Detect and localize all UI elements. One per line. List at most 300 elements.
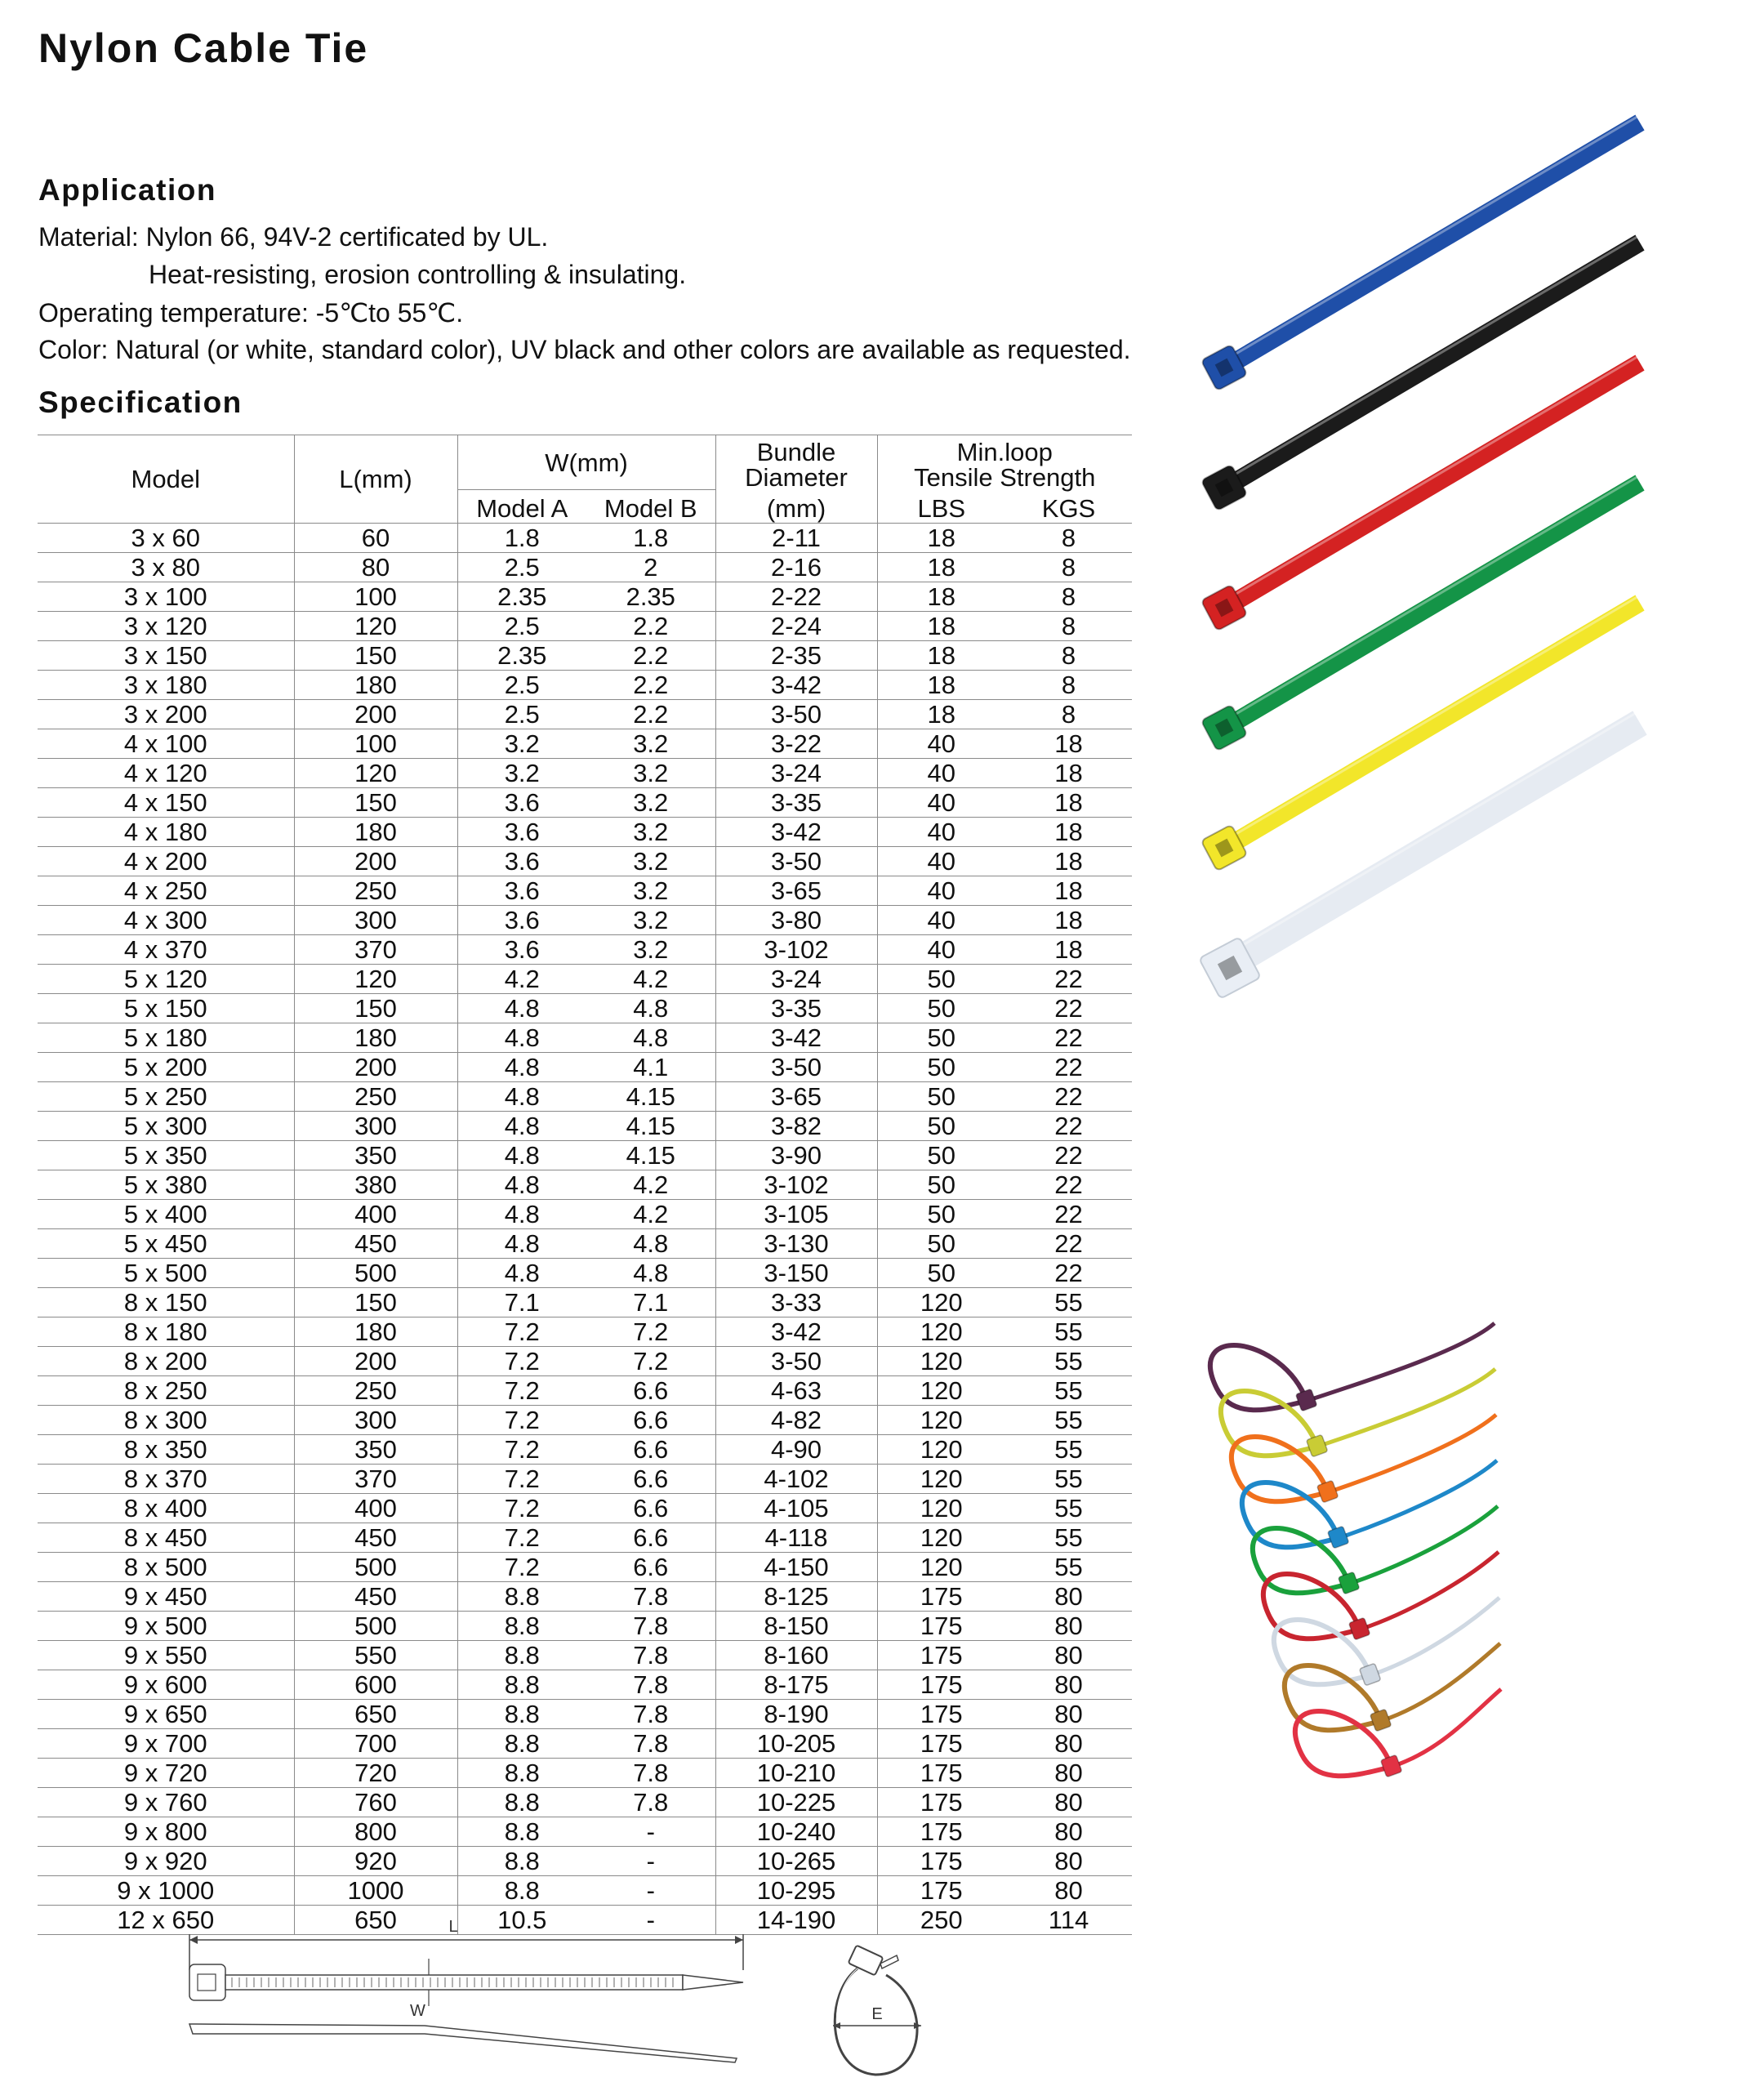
cell-lbs: 50 bbox=[877, 1170, 1005, 1200]
cell-width-b: 4.15 bbox=[586, 1082, 715, 1112]
cell-lbs: 40 bbox=[877, 818, 1005, 847]
cell-lbs: 50 bbox=[877, 1259, 1005, 1288]
cell-width-b: 2.2 bbox=[586, 700, 715, 729]
cell-length: 650 bbox=[294, 1700, 457, 1729]
cell-length: 200 bbox=[294, 1053, 457, 1082]
cell-lbs: 50 bbox=[877, 965, 1005, 994]
cell-kgs: 55 bbox=[1005, 1553, 1132, 1582]
cell-kgs: 80 bbox=[1005, 1670, 1132, 1700]
red-cable-tie bbox=[1201, 355, 1640, 631]
cell-kgs: 8 bbox=[1005, 700, 1132, 729]
cell-length: 1000 bbox=[294, 1876, 457, 1906]
cell-kgs: 80 bbox=[1005, 1817, 1132, 1847]
cell-bundle-diameter: 3-50 bbox=[715, 1053, 877, 1082]
header-bundle-diameter bbox=[715, 435, 877, 490]
cell-bundle-diameter: 3-105 bbox=[715, 1200, 877, 1229]
cell-kgs: 22 bbox=[1005, 1229, 1132, 1259]
cell-width-b: 4.2 bbox=[586, 1170, 715, 1200]
cell-lbs: 18 bbox=[877, 641, 1005, 671]
table-row bbox=[38, 1112, 1132, 1141]
cell-bundle-diameter: 8-175 bbox=[715, 1670, 877, 1700]
loop-diameter-label: E bbox=[871, 2005, 883, 2023]
cell-bundle-diameter: 3-65 bbox=[715, 876, 877, 906]
cell-model: 8 x 300 bbox=[38, 1406, 294, 1435]
cell-bundle-diameter: 2-16 bbox=[715, 553, 877, 582]
cell-bundle-diameter: 3-22 bbox=[715, 729, 877, 759]
cell-width-a: 4.8 bbox=[457, 1053, 586, 1082]
tie-dimension-diagram bbox=[180, 1919, 768, 2083]
cell-kgs: 80 bbox=[1005, 1876, 1132, 1906]
cell-lbs: 175 bbox=[877, 1759, 1005, 1788]
cell-width-a: 8.8 bbox=[457, 1582, 586, 1612]
cell-kgs: 80 bbox=[1005, 1700, 1132, 1729]
cell-length: 550 bbox=[294, 1641, 457, 1670]
cell-length: 100 bbox=[294, 729, 457, 759]
cell-width-b: - bbox=[586, 1817, 715, 1847]
cell-model: 8 x 200 bbox=[38, 1347, 294, 1376]
table-row bbox=[38, 1141, 1132, 1170]
cell-width-a: 8.8 bbox=[457, 1729, 586, 1759]
cell-bundle-diameter: 4-150 bbox=[715, 1553, 877, 1582]
cell-width-b: 4.8 bbox=[586, 1259, 715, 1288]
cell-length: 380 bbox=[294, 1170, 457, 1200]
cell-length: 300 bbox=[294, 1112, 457, 1141]
cell-lbs: 120 bbox=[877, 1435, 1005, 1465]
yellow-cable-tie bbox=[1201, 595, 1640, 871]
cell-model: 9 x 550 bbox=[38, 1641, 294, 1670]
cell-lbs: 18 bbox=[877, 700, 1005, 729]
cell-kgs: 8 bbox=[1005, 553, 1132, 582]
cell-kgs: 80 bbox=[1005, 1582, 1132, 1612]
cell-width-a: 7.1 bbox=[457, 1288, 586, 1317]
cell-lbs: 175 bbox=[877, 1876, 1005, 1906]
table-row bbox=[38, 1876, 1132, 1906]
cell-width-b: - bbox=[586, 1876, 715, 1906]
cell-kgs: 8 bbox=[1005, 641, 1132, 671]
cell-length: 60 bbox=[294, 524, 457, 553]
cell-bundle-diameter: 3-65 bbox=[715, 1082, 877, 1112]
cell-bundle-diameter: 10-295 bbox=[715, 1876, 877, 1906]
cell-model: 12 x 650 bbox=[38, 1906, 294, 1935]
cell-model: 4 x 300 bbox=[38, 906, 294, 935]
cell-bundle-diameter: 3-42 bbox=[715, 818, 877, 847]
cell-length: 250 bbox=[294, 876, 457, 906]
cell-width-b: 7.8 bbox=[586, 1729, 715, 1759]
cell-lbs: 40 bbox=[877, 935, 1005, 965]
cell-width-b: 3.2 bbox=[586, 759, 715, 788]
cell-bundle-diameter: 3-42 bbox=[715, 1023, 877, 1053]
cell-width-b: 4.8 bbox=[586, 1229, 715, 1259]
cell-width-a: 4.8 bbox=[457, 1259, 586, 1288]
cell-width-b: 4.15 bbox=[586, 1112, 715, 1141]
cell-kgs: 8 bbox=[1005, 582, 1132, 612]
cell-model: 3 x 150 bbox=[38, 641, 294, 671]
cell-kgs: 22 bbox=[1005, 1082, 1132, 1112]
cell-lbs: 120 bbox=[877, 1288, 1005, 1317]
cell-length: 120 bbox=[294, 965, 457, 994]
cell-bundle-diameter: 10-205 bbox=[715, 1729, 877, 1759]
cell-lbs: 18 bbox=[877, 612, 1005, 641]
cell-width-a: 2.5 bbox=[457, 700, 586, 729]
cell-kgs: 22 bbox=[1005, 994, 1132, 1023]
cell-width-b: 7.8 bbox=[586, 1700, 715, 1729]
cell-width-a: 4.2 bbox=[457, 965, 586, 994]
cell-model: 5 x 200 bbox=[38, 1053, 294, 1082]
cell-model: 9 x 500 bbox=[38, 1612, 294, 1641]
cell-width-b: 6.6 bbox=[586, 1494, 715, 1523]
cell-length: 180 bbox=[294, 1317, 457, 1347]
cell-width-b: 3.2 bbox=[586, 906, 715, 935]
cell-width-a: 8.8 bbox=[457, 1700, 586, 1729]
table-row bbox=[38, 1523, 1132, 1553]
cell-width-a: 4.8 bbox=[457, 1141, 586, 1170]
cell-bundle-diameter: 3-50 bbox=[715, 847, 877, 876]
cell-bundle-diameter: 3-80 bbox=[715, 906, 877, 935]
table-row bbox=[38, 1817, 1132, 1847]
cell-bundle-diameter: 3-35 bbox=[715, 994, 877, 1023]
cell-bundle-diameter: 10-210 bbox=[715, 1759, 877, 1788]
table-row bbox=[38, 1259, 1132, 1288]
cell-width-a: 3.6 bbox=[457, 876, 586, 906]
temperature-text: Operating temperature: -5℃to 55℃. bbox=[38, 298, 464, 328]
table-row bbox=[38, 906, 1132, 935]
cell-lbs: 175 bbox=[877, 1788, 1005, 1817]
table-row bbox=[38, 1317, 1132, 1347]
cell-width-b: 2.2 bbox=[586, 671, 715, 700]
cell-width-b: 4.1 bbox=[586, 1053, 715, 1082]
cell-bundle-diameter: 2-22 bbox=[715, 582, 877, 612]
cell-bundle-diameter: 3-50 bbox=[715, 1347, 877, 1376]
cell-length: 200 bbox=[294, 700, 457, 729]
cell-lbs: 175 bbox=[877, 1582, 1005, 1612]
cell-kgs: 18 bbox=[1005, 847, 1132, 876]
cell-width-b: 2.2 bbox=[586, 612, 715, 641]
cell-width-a: 2.5 bbox=[457, 553, 586, 582]
cell-length: 150 bbox=[294, 788, 457, 818]
cell-width-a: 8.8 bbox=[457, 1876, 586, 1906]
cell-kgs: 18 bbox=[1005, 818, 1132, 847]
loop-dimension-diagram bbox=[817, 1936, 939, 2091]
cell-width-a: 10.5 bbox=[457, 1906, 586, 1935]
cell-width-a: 7.2 bbox=[457, 1494, 586, 1523]
table-row bbox=[38, 671, 1132, 700]
cell-lbs: 120 bbox=[877, 1406, 1005, 1435]
cell-length: 920 bbox=[294, 1847, 457, 1876]
cell-lbs: 120 bbox=[877, 1523, 1005, 1553]
cell-kgs: 55 bbox=[1005, 1288, 1132, 1317]
cell-length: 180 bbox=[294, 1023, 457, 1053]
cell-length: 650 bbox=[294, 1906, 457, 1935]
cell-kgs: 8 bbox=[1005, 671, 1132, 700]
cell-lbs: 175 bbox=[877, 1847, 1005, 1876]
cell-width-a: 7.2 bbox=[457, 1347, 586, 1376]
cell-model: 8 x 150 bbox=[38, 1288, 294, 1317]
table-row bbox=[38, 1612, 1132, 1641]
cell-length: 500 bbox=[294, 1612, 457, 1641]
cell-kgs: 55 bbox=[1005, 1376, 1132, 1406]
cell-lbs: 120 bbox=[877, 1376, 1005, 1406]
cell-bundle-diameter: 4-63 bbox=[715, 1376, 877, 1406]
cell-lbs: 250 bbox=[877, 1906, 1005, 1935]
cell-width-a: 3.6 bbox=[457, 906, 586, 935]
cell-width-b: 3.2 bbox=[586, 876, 715, 906]
cell-model: 4 x 250 bbox=[38, 876, 294, 906]
cell-lbs: 175 bbox=[877, 1670, 1005, 1700]
cell-bundle-diameter: 3-150 bbox=[715, 1259, 877, 1288]
table-row bbox=[38, 612, 1132, 641]
cell-bundle-diameter: 8-125 bbox=[715, 1582, 877, 1612]
cell-width-b: 4.8 bbox=[586, 1023, 715, 1053]
cell-kgs: 18 bbox=[1005, 788, 1132, 818]
cell-model: 8 x 400 bbox=[38, 1494, 294, 1523]
cell-model: 3 x 120 bbox=[38, 612, 294, 641]
cell-lbs: 40 bbox=[877, 847, 1005, 876]
cell-model: 9 x 600 bbox=[38, 1670, 294, 1700]
cell-bundle-diameter: 3-102 bbox=[715, 1170, 877, 1200]
cell-model: 9 x 760 bbox=[38, 1788, 294, 1817]
cell-length: 350 bbox=[294, 1435, 457, 1465]
cell-lbs: 50 bbox=[877, 1229, 1005, 1259]
cell-kgs: 80 bbox=[1005, 1847, 1132, 1876]
cell-length: 300 bbox=[294, 906, 457, 935]
header-kgs: KGS bbox=[1041, 494, 1096, 523]
cell-lbs: 40 bbox=[877, 876, 1005, 906]
header-width: W(mm) bbox=[457, 435, 715, 490]
cell-width-a: 8.8 bbox=[457, 1817, 586, 1847]
cell-model: 8 x 500 bbox=[38, 1553, 294, 1582]
cell-lbs: 50 bbox=[877, 1082, 1005, 1112]
cell-kgs: 18 bbox=[1005, 876, 1132, 906]
cell-bundle-diameter: 3-90 bbox=[715, 1141, 877, 1170]
page-title: Nylon Cable Tie bbox=[38, 25, 369, 71]
cell-width-b: 6.6 bbox=[586, 1553, 715, 1582]
cell-kgs: 18 bbox=[1005, 759, 1132, 788]
cell-width-b: 4.8 bbox=[586, 994, 715, 1023]
header-model-a: Model A bbox=[457, 490, 586, 524]
cell-lbs: 18 bbox=[877, 524, 1005, 553]
table-row bbox=[38, 553, 1132, 582]
cell-bundle-diameter: 4-102 bbox=[715, 1465, 877, 1494]
cell-width-a: 2.35 bbox=[457, 641, 586, 671]
cell-width-a: 7.2 bbox=[457, 1317, 586, 1347]
cell-bundle-diameter: 4-105 bbox=[715, 1494, 877, 1523]
cell-lbs: 18 bbox=[877, 553, 1005, 582]
table-row bbox=[38, 818, 1132, 847]
cell-lbs: 18 bbox=[877, 582, 1005, 612]
cell-width-a: 4.8 bbox=[457, 1023, 586, 1053]
cell-bundle-diameter: 3-50 bbox=[715, 700, 877, 729]
white-cable-tie bbox=[1199, 711, 1640, 999]
header-model-b: Model B bbox=[604, 494, 697, 523]
cell-bundle-diameter: 2-24 bbox=[715, 612, 877, 641]
cell-width-b: 2.2 bbox=[586, 641, 715, 671]
specification-heading: Specification bbox=[38, 386, 243, 419]
cell-kgs: 80 bbox=[1005, 1788, 1132, 1817]
cell-bundle-diameter: 3-35 bbox=[715, 788, 877, 818]
cell-length: 500 bbox=[294, 1553, 457, 1582]
cell-kgs: 55 bbox=[1005, 1465, 1132, 1494]
cell-length: 450 bbox=[294, 1229, 457, 1259]
table-row bbox=[38, 1700, 1132, 1729]
cell-bundle-diameter: 3-42 bbox=[715, 1317, 877, 1347]
cell-width-b: 3.2 bbox=[586, 729, 715, 759]
cell-lbs: 40 bbox=[877, 906, 1005, 935]
header-model: Model bbox=[38, 435, 294, 524]
header-bundle-unit: (mm) bbox=[715, 490, 877, 524]
cell-model: 4 x 150 bbox=[38, 788, 294, 818]
header-bundle-line2: Diameter bbox=[745, 462, 848, 492]
cell-width-a: 4.8 bbox=[457, 1082, 586, 1112]
table-row bbox=[38, 1347, 1132, 1376]
cell-model: 5 x 500 bbox=[38, 1259, 294, 1288]
header-tensile-strength bbox=[877, 435, 1132, 490]
table-row bbox=[38, 1847, 1132, 1876]
cell-width-a: 4.8 bbox=[457, 1112, 586, 1141]
cell-bundle-diameter: 4-118 bbox=[715, 1523, 877, 1553]
table-row bbox=[38, 700, 1132, 729]
cell-kgs: 18 bbox=[1005, 906, 1132, 935]
color-text: Color: Natural (or white, standard color), UV black and other colors are available as requested. bbox=[38, 335, 1131, 364]
cell-length: 120 bbox=[294, 759, 457, 788]
cell-width-a: 8.8 bbox=[457, 1670, 586, 1700]
cell-bundle-diameter: 4-90 bbox=[715, 1435, 877, 1465]
cell-model: 9 x 450 bbox=[38, 1582, 294, 1612]
cell-model: 4 x 120 bbox=[38, 759, 294, 788]
cell-width-b: 6.6 bbox=[586, 1406, 715, 1435]
cell-width-a: 3.6 bbox=[457, 847, 586, 876]
application-heading: Application bbox=[38, 173, 216, 207]
cell-bundle-diameter: 8-190 bbox=[715, 1700, 877, 1729]
cell-length: 300 bbox=[294, 1406, 457, 1435]
cell-width-b: 4.2 bbox=[586, 1200, 715, 1229]
tie-tail bbox=[683, 1975, 743, 1990]
cell-kgs: 80 bbox=[1005, 1641, 1132, 1670]
table-row bbox=[38, 1553, 1132, 1582]
header-tensile-line2: Tensile Strength bbox=[914, 462, 1096, 492]
cell-length: 700 bbox=[294, 1729, 457, 1759]
table-row bbox=[38, 729, 1132, 759]
cell-kgs: 18 bbox=[1005, 729, 1132, 759]
cell-width-b: 6.6 bbox=[586, 1376, 715, 1406]
width-label: W bbox=[410, 2002, 425, 2020]
cell-width-a: 3.6 bbox=[457, 788, 586, 818]
blue-cable-tie bbox=[1201, 115, 1640, 390]
cell-width-b: 3.2 bbox=[586, 788, 715, 818]
cell-model: 4 x 180 bbox=[38, 818, 294, 847]
table-row bbox=[38, 582, 1132, 612]
cell-length: 370 bbox=[294, 1465, 457, 1494]
cell-lbs: 175 bbox=[877, 1700, 1005, 1729]
cell-model: 3 x 180 bbox=[38, 671, 294, 700]
cell-width-b: 1.8 bbox=[586, 524, 715, 553]
cell-width-a: 8.8 bbox=[457, 1847, 586, 1876]
cell-model: 8 x 250 bbox=[38, 1376, 294, 1406]
cell-width-a: 3.2 bbox=[457, 729, 586, 759]
cell-bundle-diameter: 4-82 bbox=[715, 1406, 877, 1435]
cell-kgs: 80 bbox=[1005, 1759, 1132, 1788]
cell-width-b: 3.2 bbox=[586, 847, 715, 876]
cell-length: 720 bbox=[294, 1759, 457, 1788]
cell-kgs: 55 bbox=[1005, 1523, 1132, 1553]
looped-cable-tie bbox=[1210, 1323, 1494, 1411]
black-cable-tie bbox=[1201, 235, 1640, 510]
cell-length: 180 bbox=[294, 818, 457, 847]
cell-kgs: 8 bbox=[1005, 524, 1132, 553]
table-row bbox=[38, 1729, 1132, 1759]
cell-kgs: 8 bbox=[1005, 612, 1132, 641]
cell-kgs: 22 bbox=[1005, 1112, 1132, 1141]
cell-kgs: 114 bbox=[1005, 1906, 1132, 1935]
table-row bbox=[38, 788, 1132, 818]
cell-model: 5 x 300 bbox=[38, 1112, 294, 1141]
cell-length: 500 bbox=[294, 1259, 457, 1288]
cell-kgs: 80 bbox=[1005, 1612, 1132, 1641]
cell-model: 5 x 450 bbox=[38, 1229, 294, 1259]
cell-bundle-diameter: 3-130 bbox=[715, 1229, 877, 1259]
cell-model: 3 x 80 bbox=[38, 553, 294, 582]
cell-bundle-diameter: 3-42 bbox=[715, 671, 877, 700]
table-row bbox=[38, 1023, 1132, 1053]
cell-kgs: 22 bbox=[1005, 1023, 1132, 1053]
cell-width-b: 7.8 bbox=[586, 1670, 715, 1700]
cell-model: 5 x 180 bbox=[38, 1023, 294, 1053]
cell-bundle-diameter: 3-33 bbox=[715, 1288, 877, 1317]
cell-length: 80 bbox=[294, 553, 457, 582]
cell-width-b: 7.8 bbox=[586, 1759, 715, 1788]
cell-width-a: 1.8 bbox=[457, 524, 586, 553]
cell-model: 8 x 370 bbox=[38, 1465, 294, 1494]
table-row bbox=[38, 965, 1132, 994]
cell-bundle-diameter: 2-35 bbox=[715, 641, 877, 671]
cell-kgs: 55 bbox=[1005, 1435, 1132, 1465]
length-label: L bbox=[448, 1919, 458, 1936]
cell-length: 450 bbox=[294, 1582, 457, 1612]
cell-kgs: 18 bbox=[1005, 935, 1132, 965]
cell-length: 450 bbox=[294, 1523, 457, 1553]
tie-side-profile bbox=[189, 2024, 737, 2062]
cell-width-a: 4.8 bbox=[457, 1229, 586, 1259]
cell-model: 8 x 350 bbox=[38, 1435, 294, 1465]
cell-lbs: 50 bbox=[877, 1023, 1005, 1053]
cell-model: 9 x 650 bbox=[38, 1700, 294, 1729]
cell-width-a: 3.6 bbox=[457, 935, 586, 965]
cell-width-a: 4.8 bbox=[457, 1170, 586, 1200]
cell-lbs: 120 bbox=[877, 1347, 1005, 1376]
cell-width-a: 7.2 bbox=[457, 1465, 586, 1494]
table-row bbox=[38, 1170, 1132, 1200]
cell-bundle-diameter: 3-24 bbox=[715, 965, 877, 994]
table-row bbox=[38, 1376, 1132, 1406]
cell-lbs: 50 bbox=[877, 1141, 1005, 1170]
cell-model: 3 x 200 bbox=[38, 700, 294, 729]
cell-width-b: 2.35 bbox=[586, 582, 715, 612]
cell-length: 760 bbox=[294, 1788, 457, 1817]
cell-lbs: 175 bbox=[877, 1729, 1005, 1759]
material-properties-text: Heat-resisting, erosion controlling & insulating. bbox=[149, 260, 687, 289]
cell-width-b: 3.2 bbox=[586, 935, 715, 965]
header-lbs: LBS bbox=[877, 490, 1005, 524]
cell-lbs: 175 bbox=[877, 1641, 1005, 1670]
cell-length: 200 bbox=[294, 1347, 457, 1376]
cell-kgs: 22 bbox=[1005, 965, 1132, 994]
cell-length: 150 bbox=[294, 1288, 457, 1317]
cell-kgs: 22 bbox=[1005, 1170, 1132, 1200]
cell-width-a: 4.8 bbox=[457, 994, 586, 1023]
table-row bbox=[38, 847, 1132, 876]
cell-length: 350 bbox=[294, 1141, 457, 1170]
cell-lbs: 40 bbox=[877, 729, 1005, 759]
cell-width-b: 7.1 bbox=[586, 1288, 715, 1317]
